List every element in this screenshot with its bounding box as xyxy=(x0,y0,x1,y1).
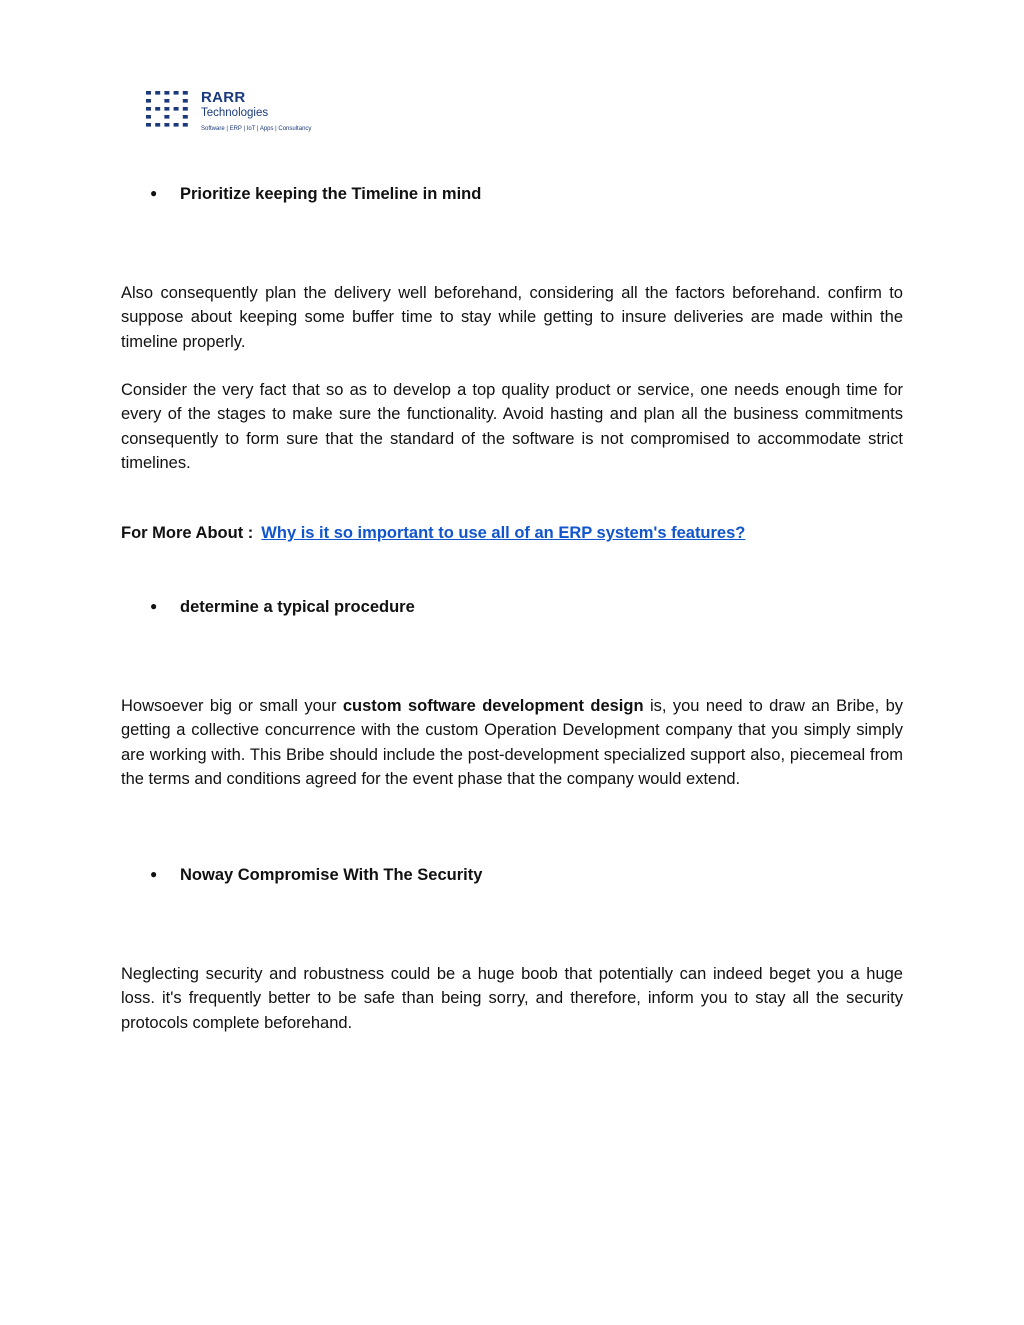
logo-grid-block xyxy=(146,115,151,119)
bullet-dot: ● xyxy=(150,186,158,200)
logo-grid-block xyxy=(164,107,169,111)
logo-grid-block xyxy=(146,107,151,111)
logo-grid-block xyxy=(174,123,179,127)
logo-grid-block xyxy=(155,91,160,95)
heading-text: Noway Compromise With The Security xyxy=(180,866,483,884)
logo-grid-block xyxy=(155,123,160,127)
paragraph-quality: Consider the very fact that so as to develop a top quality product or service, one needs enough time for every of the stages to make sure the functionality. Avoid hasting and plan all the business commitments consequently to form sure that the standard of the software is not compromised to accommodate strict timelines. xyxy=(121,381,903,473)
more-about-label: For More About : xyxy=(121,524,254,542)
heading-text: determine a typical procedure xyxy=(180,598,415,616)
paragraph-text: is, you need to draw an Bribe, by getting a collective concurrence with the custom Operation Development company that you simply simply are working with. This Bribe should include the post-development specialized support also, piecemeal from the terms and conditions agreed for the event phase that the company would extend. xyxy=(121,697,904,789)
logo-subtitle: Technologies xyxy=(201,107,269,119)
logo-grid-block xyxy=(183,91,188,95)
logo-grid-block xyxy=(183,99,188,103)
grid-logo-icon xyxy=(146,91,192,131)
erp-features-link[interactable]: Why is it so important to use all of an ERP system's features? xyxy=(261,524,746,542)
logo-grid-block xyxy=(183,107,188,111)
bullet-heading-security xyxy=(150,866,482,885)
logo-grid-block xyxy=(146,99,151,103)
logo-grid-block xyxy=(164,115,169,119)
logo-grid-block xyxy=(183,115,188,119)
bullet-heading-timeline xyxy=(150,185,481,204)
logo-grid-block xyxy=(174,91,179,95)
logo-grid-block xyxy=(164,99,169,103)
paragraph-security: Neglecting security and robustness could be a huge boob that potentially can indeed beget you a huge loss. it's frequently better to be safe than being sorry, and therefore, inform you to stay all the security protocols complete beforehand. xyxy=(121,965,903,1032)
logo-grid-block xyxy=(146,91,151,95)
logo-tagline: Software | ERP | IoT | Apps | Consultancy xyxy=(201,126,312,132)
logo-name: RARR xyxy=(201,89,246,106)
paragraph-delivery: Also consequently plan the delivery well beforehand, considering all the factors beforehand. confirm to suppose about keeping some buffer time to stay while getting to insure deliveries are made within the timeline properly. xyxy=(121,284,903,351)
company-logo xyxy=(146,88,336,138)
paragraph-text: Howsoever big or small your xyxy=(121,697,343,715)
logo-grid-block xyxy=(146,123,151,127)
logo-grid-block xyxy=(183,123,188,127)
logo-grid-block xyxy=(164,123,169,127)
heading-text: Prioritize keeping the Timeline in mind xyxy=(180,185,482,203)
bullet-heading-procedure xyxy=(150,598,415,617)
bullet-dot: ● xyxy=(150,599,158,613)
logo-grid-block xyxy=(174,107,179,111)
paragraph-custom-software xyxy=(121,694,903,792)
logo-grid-block xyxy=(155,107,160,111)
more-about-line xyxy=(121,524,745,543)
bold-phrase: custom software development design xyxy=(342,697,644,715)
bullet-dot: ● xyxy=(150,867,158,881)
logo-grid-block xyxy=(164,91,169,95)
